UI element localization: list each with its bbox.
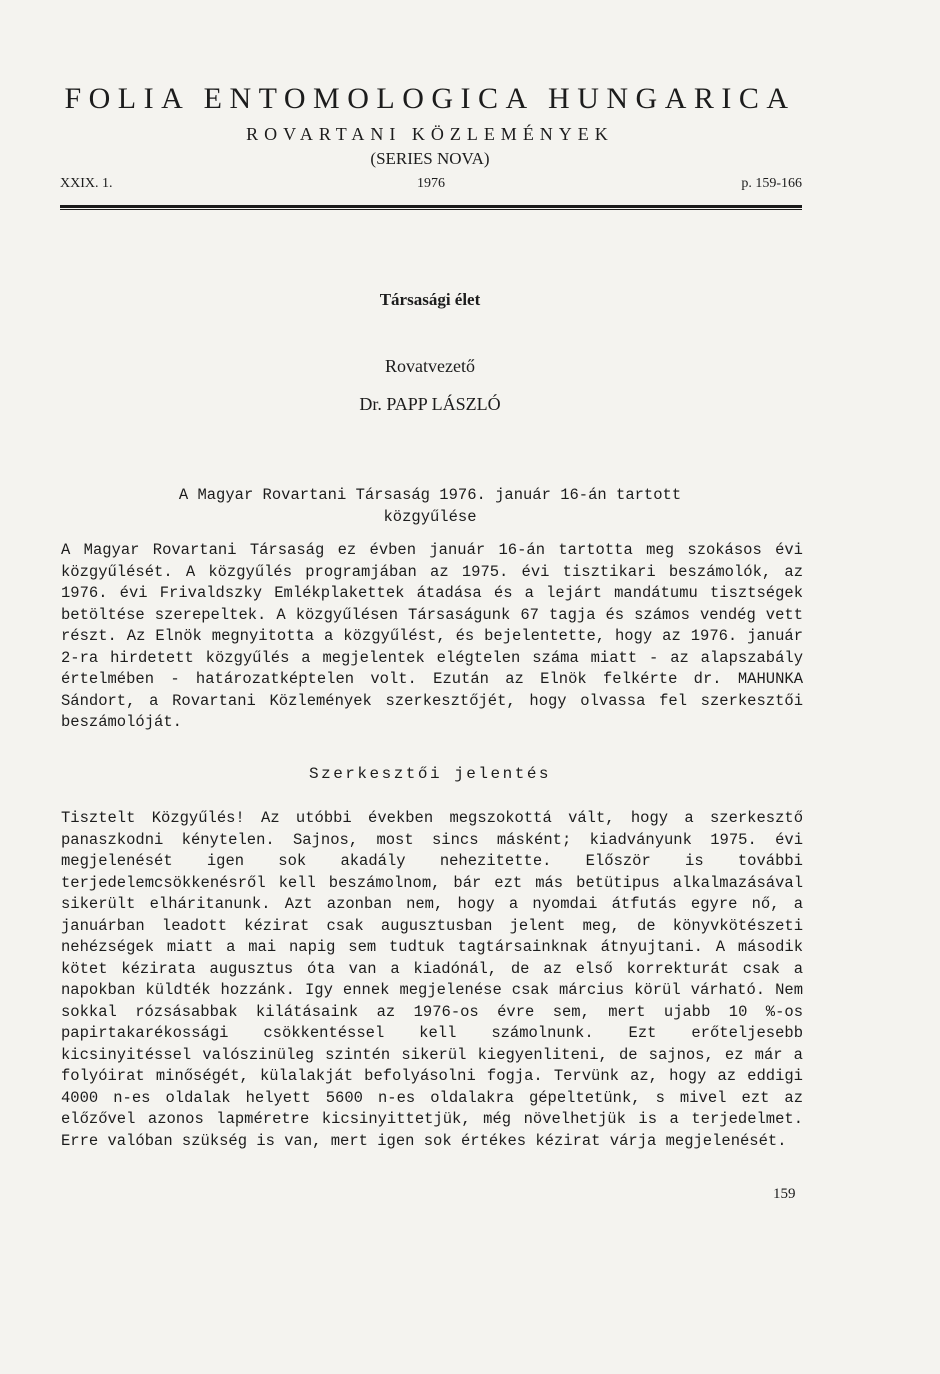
editor-name: Dr. PAPP LÁSZLÓ: [359, 394, 501, 414]
page-number: 159: [773, 1186, 796, 1202]
section-title: Társasági élet: [379, 290, 481, 309]
header-rule-thin: [60, 209, 802, 210]
journal-title: FOLIA ENTOMOLOGICA HUNGARICA: [64, 82, 796, 115]
journal-subtitle: ROVARTANI KÖZLEMÉNYEK: [246, 124, 614, 144]
meeting-title: [60, 484, 800, 528]
editor-label: Rovatvezető: [385, 356, 475, 376]
journal-series: (SERIES NOVA): [370, 149, 490, 168]
issue-volume: XXIX. 1.: [60, 176, 113, 191]
report-title: Szerkesztői jelentés: [308, 765, 552, 783]
meeting-paragraph: A Magyar Rovartani Társaság ez évben január 16-án tartotta meg szokásos évi közgyűlését. A közgyűlés programjában az 1975. évi tisztikari beszámolók, az 1976. évi Frivaldszky Emlékplakettek átadása és a lejárt mandátumu tisztségek betöltése szerepeltek. A közgyűlésen Társaságunk 67 tagja és számos vendég vett részt. Az Elnök megnyitotta a közgyűlést, és bejelentette, hogy az 1976. január 2-ra hirdetett közgyűlés a megjelentek elégtelen száma miatt - az alapszabály értelmében - határozatképtelen volt. Ezután az Elnök felkérte dr. MAHUNKA Sándort, a Rovartani Közlemények szerkesztőjét, hogy olvassa fel szerkesztői beszámolóját.: [61, 541, 803, 731]
report-paragraph: Tisztelt Közgyűlés! Az utóbbi években megszokottá vált, hogy a szerkesztő panaszkodni kénytelen. Sajnos, most sincs másként; kiadványunk 1975. évi megjelenését igen sok akadály nehezitette. Először is további terjedelemcsökkenésről kell beszámolnom, bár ezt más betütipus alkalmazásával sikerült elháritanunk. Azt azonban nem, hogy a nyomdai átfutás egyre nő, a januárban leadott kézirat csak augusztusban jelent meg, de könyvkötészeti nehézségek miatt a mai napig sem tudtuk tagtársainknak átnyujtani. A második kötet kézirata augusztus óta van a kiadónál, de az első korrekturát csak a napokban küldték hozzánk. Igy ennek megjelenése csak március körül várható. Nem sokkal rózsásabbak kilátásaink az 1976-os évre sem, mert ujabb 10 %-os papirtakarékossági csökkentéssel kell számolnunk. Ezt erőteljesebb kicsinyitéssel valószinüleg szintén sikerül kiegyenliteni, de sajnos, ez már a folyóirat minőségét, külalakját befolyásolni fogja. Tervünk az, hogy az eddigi 4000 n-es oldalak helyett 5600 n-es oldalakra gépeltetünk, s mivel ezt az előzővel azonos lapméretre kicsinyittetjük, még növelhetjük is a terjedelmet. Erre valóban szükség is van, mert igen sok értékes kézirat várja megjelenését.: [61, 809, 803, 1150]
header-rule-thick: [60, 205, 802, 208]
issue-pages: p. 159-166: [741, 176, 802, 191]
meeting-title-line-1: A Magyar Rovartani Társaság 1976. január 16-án tartott: [178, 486, 682, 504]
issue-year: 1976: [417, 176, 445, 191]
meeting-title-line-2: közgyűlése: [383, 508, 477, 526]
